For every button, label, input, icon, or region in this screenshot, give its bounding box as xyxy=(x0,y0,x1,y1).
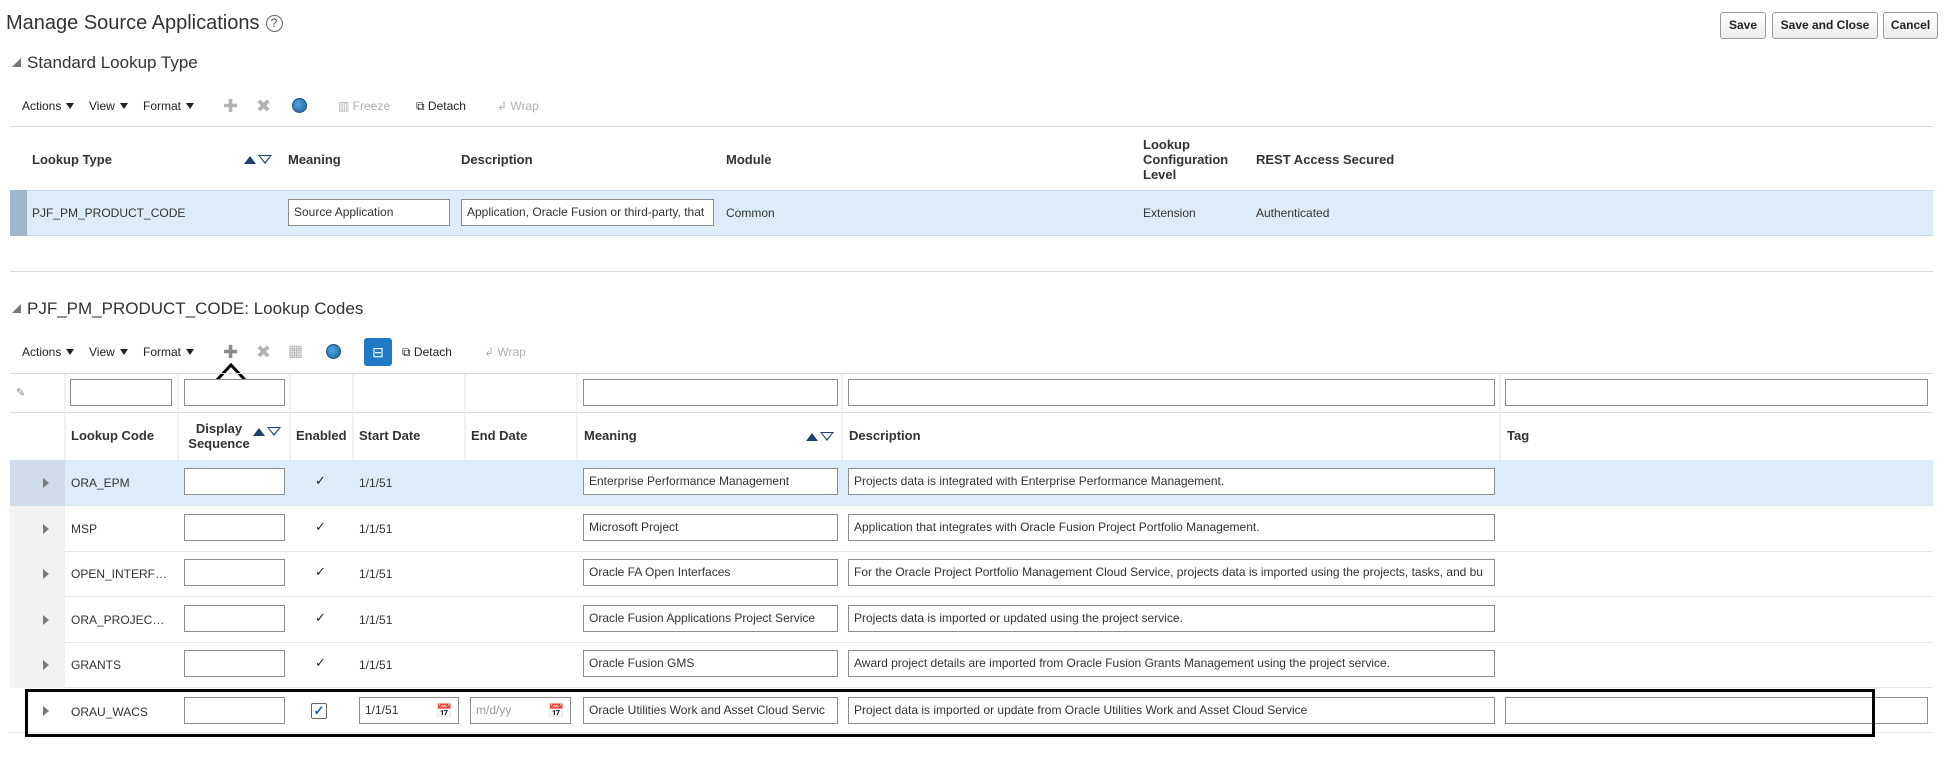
col-display-sequence[interactable]: Display Sequence xyxy=(188,421,250,451)
enabled-check-icon: ✓ xyxy=(315,655,326,670)
enabled-check-icon: ✓ xyxy=(315,473,326,488)
add-icon[interactable]: ✚ xyxy=(223,342,239,362)
display-sequence-field[interactable] xyxy=(184,559,285,586)
detach-icon: ⧉ xyxy=(416,99,428,113)
translate-globe-icon[interactable] xyxy=(326,344,341,359)
col-start-date[interactable]: Start Date xyxy=(359,428,421,443)
sort-descending-icon[interactable] xyxy=(258,155,272,164)
enabled-check-icon: ✓ xyxy=(315,564,326,579)
cell-lookup-type: PJF_PM_PRODUCT_CODE xyxy=(32,206,186,220)
cell-start-date: 1/1/51 xyxy=(359,658,393,672)
description-field[interactable]: Projects data is imported or updated using the project service. xyxy=(848,605,1495,632)
sort-icon[interactable] xyxy=(244,153,272,167)
display-sequence-field[interactable] xyxy=(184,605,285,632)
cell-start-date: 1/1/51 xyxy=(359,522,393,536)
wrap-button[interactable]: ↲ Wrap xyxy=(497,99,539,113)
section-divider xyxy=(10,271,1933,272)
description-field[interactable]: Project data is imported or update from Oracle Utilities Work and Asset Cloud Service xyxy=(848,697,1495,724)
expand-row-icon[interactable] xyxy=(43,478,49,488)
description-field[interactable]: Application, Oracle Fusion or third-party, that xyxy=(461,199,714,226)
col-module[interactable]: Module xyxy=(726,152,772,167)
section-standard-lookup-type[interactable]: Standard Lookup Type xyxy=(12,53,198,73)
meaning-field[interactable]: Source Application xyxy=(288,199,450,226)
cell-config-level: Extension xyxy=(1143,206,1196,220)
meaning-field[interactable]: Oracle Fusion GMS xyxy=(583,650,838,677)
translate-globe-icon[interactable] xyxy=(292,98,307,113)
end-date-field[interactable]: m/d/yy xyxy=(470,697,571,724)
cell-module: Common xyxy=(726,206,775,220)
view-menu[interactable]: View xyxy=(89,345,128,359)
description-field[interactable]: For the Oracle Project Portfolio Management Cloud Service, projects data is imported using the projects, tasks, and bu xyxy=(848,559,1495,586)
row-header[interactable] xyxy=(10,597,65,643)
row-header[interactable] xyxy=(10,460,65,506)
meaning-field[interactable]: Enterprise Performance Management xyxy=(583,468,838,495)
expand-row-icon[interactable] xyxy=(43,569,49,579)
highlight-box xyxy=(25,689,1875,737)
cell-start-date: 1/1/51 xyxy=(359,476,393,490)
display-sequence-field[interactable] xyxy=(184,650,285,677)
col-end-date[interactable]: End Date xyxy=(471,428,528,443)
col-description[interactable]: Description xyxy=(461,152,533,167)
row-header[interactable] xyxy=(10,506,65,552)
row-header[interactable] xyxy=(10,642,65,688)
detach-icon: ⧉ xyxy=(402,345,414,359)
calendar-icon[interactable]: 📅 xyxy=(548,703,565,718)
meaning-field[interactable]: Microsoft Project xyxy=(583,514,838,541)
enabled-check-icon: ✓ xyxy=(315,610,326,625)
format-menu[interactable]: Format xyxy=(143,345,194,359)
freeze-icon: ▥ xyxy=(338,99,353,113)
col-config-level[interactable]: Lookup Configuration Level xyxy=(1143,137,1229,182)
col-enabled[interactable]: Enabled xyxy=(296,428,347,443)
description-field[interactable]: Projects data is integrated with Enterprise Performance Management. xyxy=(848,468,1495,495)
cell-lookup-code: GRANTS xyxy=(71,658,122,672)
calendar-icon[interactable]: 📅 xyxy=(436,703,453,718)
question-circle-icon[interactable]: ? xyxy=(266,15,283,32)
expand-row-icon[interactable] xyxy=(43,660,49,670)
cell-lookup-code: ORAU_WACS xyxy=(71,705,148,719)
cell-start-date: 1/1/51 xyxy=(359,567,393,581)
col-lookup-code[interactable]: Lookup Code xyxy=(71,428,155,443)
cell-rest-access: Authenticated xyxy=(1256,206,1330,220)
delete-icon[interactable]: ✖ xyxy=(256,96,272,116)
meaning-field[interactable]: Oracle Utilities Work and Asset Cloud Servic xyxy=(583,697,838,724)
freeze-button[interactable]: ▥ Freeze xyxy=(338,99,391,113)
cancel-button[interactable]: Cancel xyxy=(1883,12,1938,39)
display-sequence-field[interactable] xyxy=(184,468,285,495)
meaning-field[interactable]: Oracle FA Open Interfaces xyxy=(583,559,838,586)
detach-button[interactable]: ⧉ Detach xyxy=(402,345,452,359)
col-tag[interactable]: Tag xyxy=(1507,428,1530,443)
row-header[interactable] xyxy=(10,551,65,597)
start-date-field[interactable]: 1/1/51 xyxy=(359,697,459,724)
display-sequence-field[interactable] xyxy=(184,514,285,541)
sort-ascending-icon[interactable] xyxy=(244,156,256,164)
header-grid xyxy=(10,373,1933,460)
col-meaning[interactable]: Meaning xyxy=(584,428,637,443)
actions-menu[interactable]: Actions xyxy=(22,99,74,113)
description-field[interactable]: Application that integrates with Oracle Fusion Project Portfolio Management. xyxy=(848,514,1495,541)
collapse-triangle-icon xyxy=(12,58,21,67)
cell-lookup-code: ORA_PROJEC… xyxy=(71,613,165,627)
cell-lookup-code: OPEN_INTERF… xyxy=(71,567,168,581)
actions-menu[interactable]: Actions xyxy=(22,345,74,359)
cell-lookup-code: ORA_EPM xyxy=(71,476,130,490)
wrap-icon: ↲ xyxy=(484,345,498,359)
description-field[interactable]: Award project details are imported from Oracle Fusion Grants Management using the project service. xyxy=(848,650,1495,677)
detach-button[interactable]: ⧉ Detach xyxy=(416,99,466,113)
expand-row-icon[interactable] xyxy=(43,524,49,534)
wrap-icon: ↲ xyxy=(497,99,511,113)
collapse-triangle-icon xyxy=(12,304,21,313)
col-rest-access[interactable]: REST Access Secured xyxy=(1256,152,1395,167)
enabled-check-icon: ✓ xyxy=(315,519,326,534)
col-meaning[interactable]: Meaning xyxy=(288,152,341,167)
cell-start-date: 1/1/51 xyxy=(359,613,393,627)
expand-row-icon[interactable] xyxy=(43,615,49,625)
table-top-border xyxy=(10,126,1933,127)
view-menu[interactable]: View xyxy=(89,99,128,113)
save-and-close-button[interactable]: Save and Close xyxy=(1772,12,1878,39)
format-menu[interactable]: Format xyxy=(143,99,194,113)
filter-edit-icon[interactable]: ✎ xyxy=(16,387,26,399)
row-selector[interactable] xyxy=(10,190,27,236)
col-lookup-type[interactable]: Lookup Type xyxy=(32,152,112,167)
query-by-example-icon[interactable]: ▦ xyxy=(288,343,304,360)
add-icon[interactable]: ✚ xyxy=(223,96,239,116)
section-lookup-codes[interactable]: PJF_PM_PRODUCT_CODE: Lookup Codes xyxy=(12,299,363,319)
delete-icon[interactable]: ✖ xyxy=(256,342,272,362)
wrap-button[interactable]: ↲ Wrap xyxy=(484,345,526,359)
filter-toggle-icon[interactable]: ⊟ xyxy=(364,338,392,366)
page-title: Manage Source Applications ? xyxy=(6,12,283,35)
save-button[interactable]: Save xyxy=(1720,12,1766,39)
col-description[interactable]: Description xyxy=(849,428,921,443)
enabled-checkbox[interactable]: ✓ xyxy=(311,703,327,719)
cell-lookup-code: MSP xyxy=(71,522,98,536)
meaning-field[interactable]: Oracle Fusion Applications Project Service xyxy=(583,605,838,632)
